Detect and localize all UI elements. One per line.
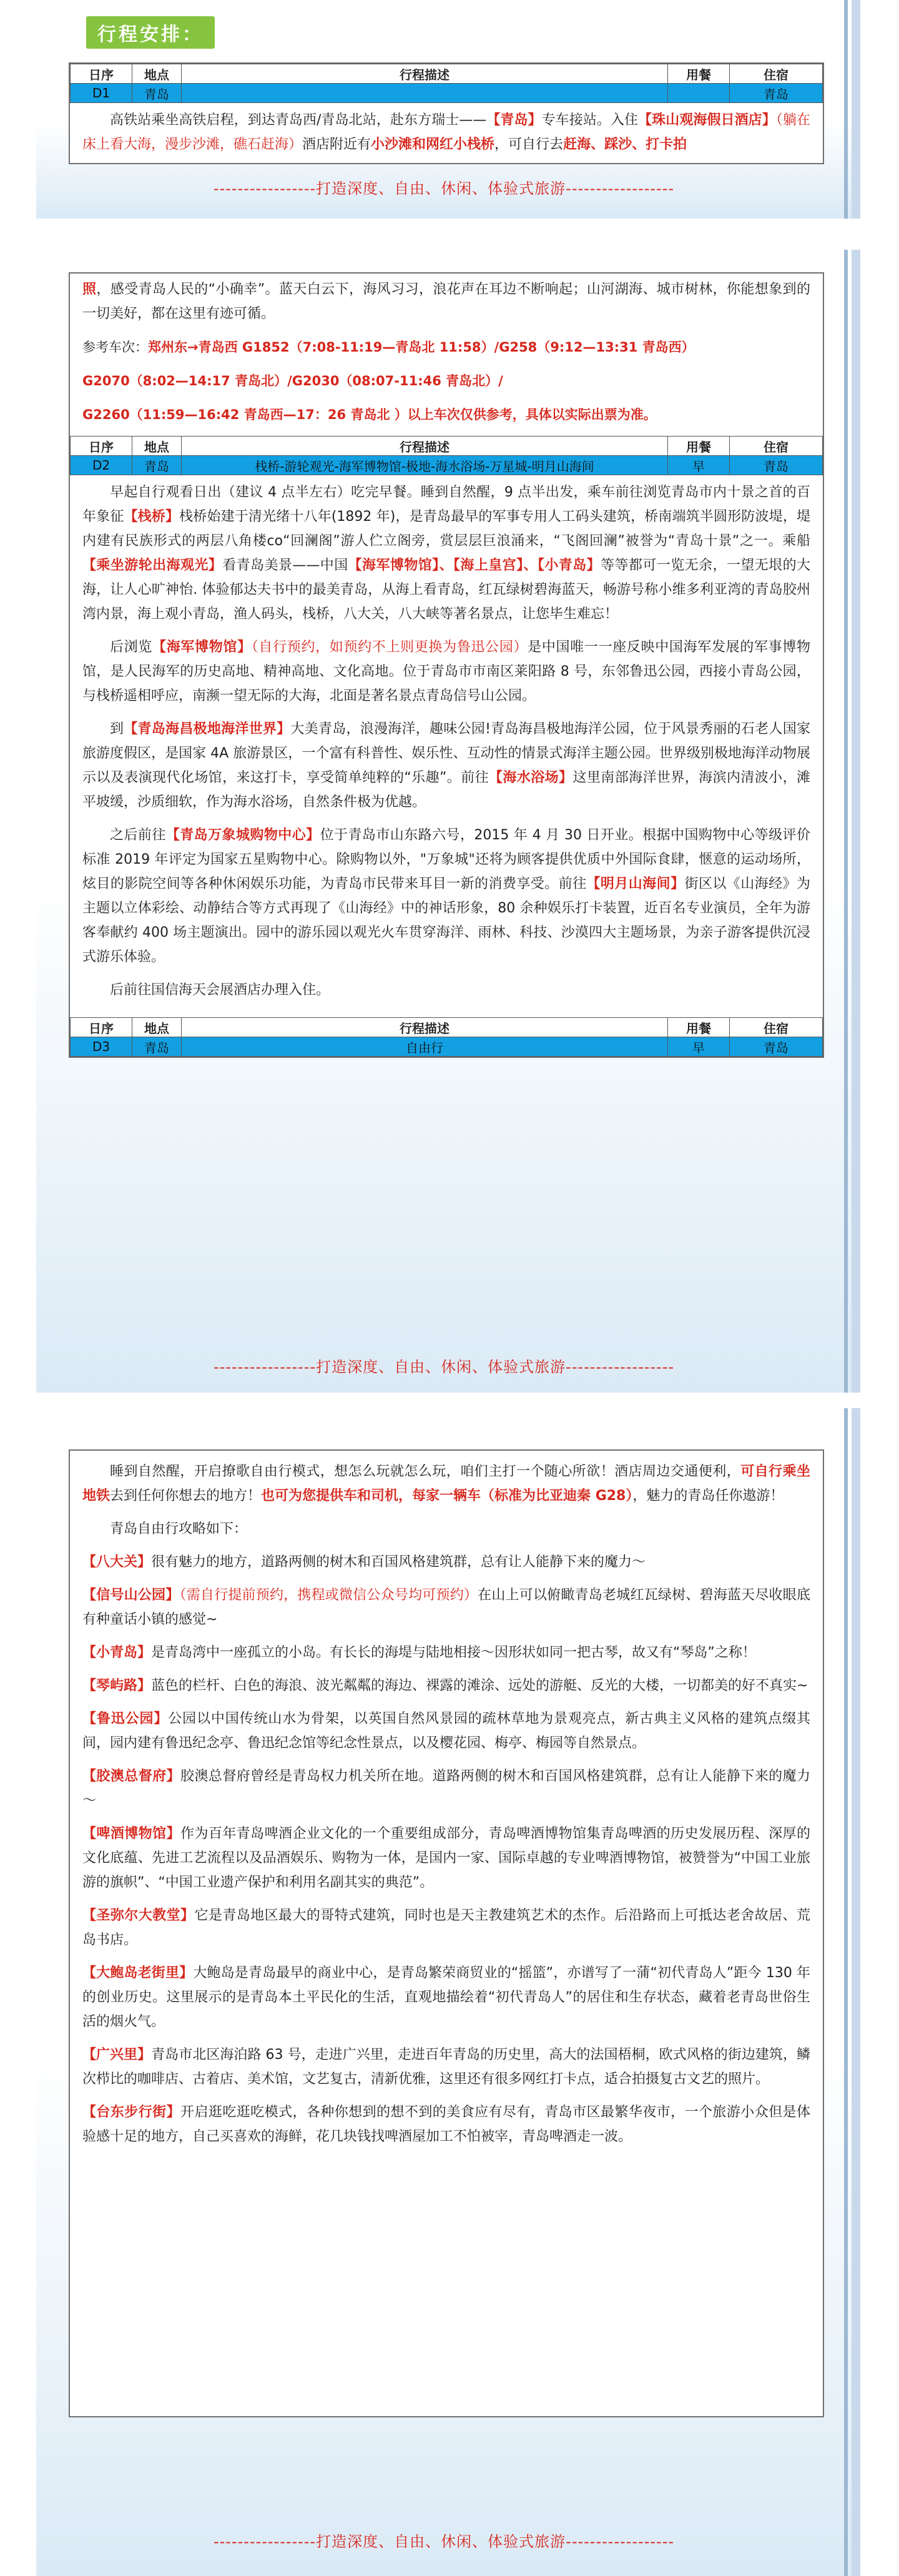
- spot-name: 【信号山公园】: [82, 1587, 180, 1603]
- list-item: [82, 2100, 810, 2149]
- list-item: [82, 1822, 810, 1895]
- highlight: 【青岛万象城购物中心】: [165, 827, 320, 843]
- text: 到: [110, 721, 124, 737]
- spot-text: 青岛市北区海泊路 63 号，走进广兴里，走进百年青岛的历史里，高大的法国梧桐，欧式风格的街边建筑，鳞次栉比的咖啡店、古着店、美术馆，文艺复古，清新优雅，这里还有很多网红打卡点，适合拍摄复古文艺的照片。: [82, 2047, 810, 2087]
- spot-name: 【啤酒博物馆】: [82, 1826, 181, 1842]
- highlight: 赶海、踩沙、打卡拍: [563, 137, 687, 152]
- ref-line: 郑州东→青岛西 G1852（7:08-11:19—青岛北 11:58）/G258（9:12—13:31 青岛西）: [148, 340, 695, 355]
- text: 去到任何你想去的地方！: [110, 1488, 262, 1504]
- text: 这里南部海洋世界，海滨内清波小，滩平坡缓，沙质细软，作为海水浴场，自然条件极为优越。: [82, 770, 810, 810]
- cell-place: 青岛: [132, 84, 182, 103]
- text: 酒店附近有: [302, 137, 371, 152]
- header-stay: 住宿: [730, 437, 823, 456]
- header-meal: 用餐: [668, 1018, 730, 1037]
- ref-line: G2070（8:02—14:17 青岛北）/G2030（08:07-11:46 青岛北）/: [82, 373, 503, 388]
- spot-name: 【广兴里】: [82, 2047, 152, 2063]
- highlight: 【青岛】: [486, 112, 542, 128]
- scroll-edge: [844, 250, 848, 1393]
- list-item: [82, 1550, 810, 1574]
- spot-text: 是青岛湾中一座孤立的小岛。有长长的海堤与陆地相接～因形状如同一把古琴，故又有“琴岛”之称！: [151, 1645, 756, 1661]
- spot-name: 【胶澳总督府】: [82, 1769, 181, 1784]
- spot-text: 在山上可以俯瞰青岛老城红瓦绿树、碧海蓝天尽收眼底 有种童话小镇的感觉~: [82, 1587, 810, 1627]
- text: 栈桥始建于清光绪十八年(1892 年)，是青岛最早的军事专用人工码头建筑，桥南端筑半圆形防波堤，堤内建有民族形式的两层八角楼со“回澜阁”游人伫立阁旁，赏层层巨浪涌来，“飞阁回澜”被誉为“青岛十景”之一。乘船: [82, 509, 810, 549]
- highlight: 也可为您提供车和司机，每家一辆车（标准为比亚迪秦 G28）: [261, 1488, 633, 1504]
- day2-description: [70, 475, 823, 1017]
- highlight: 【海军博物馆】、【海上皇宫】、【小青岛】: [348, 558, 601, 573]
- header-seq: 日序: [71, 64, 132, 84]
- text: 大美青岛，浪漫海洋，趣味公园!青岛海昌极地海洋公园，位于风景秀丽的石老人国家旅游度假区，是国家 4A 旅游景区，一个富有科普性、娱乐性、互动性的情景式海洋主题公园。世界级别极地海洋动物展示以及表演现代化场馆，来这打卡，享受简单纯粹的“乐趣”。前往: [82, 721, 810, 786]
- list-item: [82, 1961, 810, 2034]
- cell-meal: 早: [668, 456, 730, 475]
- text: 后前往国信海天会展酒店办理入住。: [110, 982, 330, 998]
- cell-place: 青岛: [132, 456, 182, 475]
- highlight: 【乘坐游轮出海观光】: [82, 558, 223, 573]
- highlight: 【珠山观海假日酒店】: [638, 112, 776, 128]
- day3-table: [70, 1017, 823, 1057]
- header-stay: 住宿: [730, 1018, 823, 1037]
- table-row: [71, 1037, 823, 1057]
- text: 之后前往: [110, 827, 166, 843]
- text: 后浏览: [110, 639, 153, 655]
- ref-label: 参考车次：: [82, 340, 148, 355]
- day1-card: [36, 0, 860, 219]
- spot-note: （需自行提前预约，携程或微信公众号均可预约）: [179, 1587, 478, 1603]
- text: 早起自行观看日出（建议 4 点半左右）吃完早餐。睡到自然醒，9 点半出发，乘车前往浏览青岛市内十景之首的百年象征: [82, 485, 810, 525]
- footer-slogan: -----------------打造深度、自由、休闲、体验式旅游------------------: [213, 180, 675, 197]
- list-item: [82, 1707, 810, 1755]
- header-desc: 行程描述: [182, 64, 668, 84]
- list-item: [82, 1764, 810, 1813]
- day2-card: [36, 250, 860, 1393]
- cell-seq: D2: [71, 456, 132, 475]
- ref-line: G2260（11:59—16:42 青岛西—17：26 青岛北 ）以上车次仅供参考，具体以实际出票为准。: [82, 407, 657, 422]
- header-desc: 行程描述: [182, 1018, 668, 1037]
- list-item: [82, 1641, 810, 1665]
- text: 专车接站。入住: [541, 112, 639, 128]
- spot-text: 作为百年青岛啤酒企业文化的一个重要组成部分，青岛啤酒博物馆集青岛啤酒的历史发展历程、深厚的文化底蕴、先进工艺流程以及品酒娱乐、购物为一体，是国内一家、国际卓越的专业啤酒博物馆，被赞誉为“中国工业旅游的旗帜”、“中国工业遗产保护和利用名副其实的典范”。: [82, 1826, 810, 1890]
- highlight: 【明月山海间】: [586, 876, 685, 892]
- cell-meal: 早: [668, 1037, 730, 1057]
- spot-name: 【圣弥尔大教堂】: [82, 1908, 195, 1923]
- day2-frame: [69, 272, 824, 1058]
- cell-place: 青岛: [132, 1037, 182, 1057]
- day3-frame: [69, 1449, 824, 2417]
- day2-table: [70, 436, 823, 475]
- cell-stay: 青岛: [730, 456, 823, 475]
- highlight: 【栈桥】: [124, 509, 180, 525]
- spot-text: 大鲍岛是青岛最早的商业中心，是青岛繁荣商贸业的“摇篮”，亦谱写了一蒲“初代青岛人”距今 130 年的创业历史。这里展示的是青岛本土平民化的生活，直观地描绘着“初代青岛人”的居住和生存状态，藏着老青岛世俗生活的烟火气。: [82, 1965, 810, 2030]
- list-item: [82, 1674, 810, 1698]
- spot-name: 【小青岛】: [82, 1645, 152, 1661]
- spot-name: 【鲁迅公园】: [82, 1711, 169, 1727]
- header-meal: 用餐: [668, 437, 730, 456]
- train-references: [82, 335, 810, 360]
- header-seq: 日序: [71, 437, 132, 456]
- cell-stay: 青岛: [730, 84, 823, 103]
- spot-list: [82, 1550, 810, 2149]
- highlight: 小沙滩和网红小栈桥: [371, 137, 495, 152]
- cell-stay: 青岛: [730, 1037, 823, 1057]
- cell-meal: [668, 84, 730, 103]
- text: 高铁站乘坐高铁启程，到达青岛西/青岛北站，赴东方瑞士——: [110, 112, 487, 128]
- text: ，感受青岛人民的“小确幸”。蓝天白云下，海风习习，浪花声在耳边不断响起；山河湖海、城市树林，你能想象到的一切美好，都在这里有迹可循。: [82, 282, 810, 322]
- spot-name: 【琴屿路】: [82, 1678, 152, 1694]
- section-title: 行程安排：: [86, 16, 215, 49]
- day3-description: [70, 1451, 823, 2164]
- highlight: 【青岛海昌极地海洋世界】: [124, 721, 291, 737]
- cell-desc: 栈桥-游轮观光-海军博物馆-极地-海水浴场-万星城-明月山海间: [182, 456, 668, 475]
- day3-card: [36, 1408, 860, 2576]
- highlight: 可自行乘坐地铁: [82, 1464, 810, 1504]
- spot-text: 公园以中国传统山水为骨架，以英国自然风景园的疏林草地为景观亮点，新古典主义风格的建筑点缀其间，园内建有鲁迅纪念亭、鲁迅纪念馆等纪念性景点，以及樱花园、梅亭、梅园等自然景点。: [82, 1711, 810, 1751]
- text: 等等都可一览无余，一望无垠的大海，让人心旷神怡. 体验郁达夫书中的最美青岛，从海上看青岛，红瓦绿树碧海蓝天，畅游号称小维多利亚湾的青岛胶州湾内景，海上观小青岛，渔人码头，栈桥，八大关，八大峡等著名景点，让您毕生难忘！: [82, 558, 810, 622]
- header-place: 地点: [132, 64, 182, 84]
- day1-continued: [70, 274, 823, 436]
- text: 看青岛美景——中国: [222, 558, 348, 573]
- cell-seq: D1: [71, 84, 132, 103]
- header-meal: 用餐: [668, 64, 730, 84]
- list-item: [82, 2043, 810, 2091]
- text: 睡到自然醒，开启撩歌自由行模式，想怎么玩就怎么玩，咱们主打一个随心所欲！酒店周边交通便利，: [110, 1464, 741, 1479]
- text: 是中国唯一一座反映中国海军发展的军事博物馆，是人民海军的历史高地、精神高地、文化高地。位于青岛市市南区莱阳路 8 号，东邻鲁迅公园，西接小青岛公园，与栈桥遥相呼应，南濒一望无际的大海，北面是著名景点青岛信号山公园。: [82, 639, 810, 704]
- note: （躺在床上看大海，漫步沙滩，礁石赶海）: [82, 112, 810, 152]
- text: ，可自行去: [494, 137, 564, 152]
- header-seq: 日序: [71, 1018, 132, 1037]
- cell-seq: D3: [71, 1037, 132, 1057]
- highlight: 照: [82, 282, 97, 297]
- spot-text: 蓝色的栏杆、白色的海浪、波光粼粼的海边、裸露的滩涂、远处的游艇、反光的大楼，一切都美的好不真实~: [151, 1678, 808, 1694]
- spot-name: 【八大关】: [82, 1554, 152, 1570]
- footer-slogan: -----------------打造深度、自由、休闲、体验式旅游------------------: [213, 1358, 675, 1376]
- list-item: [82, 1583, 810, 1632]
- spot-name: 【大鲍岛老街里】: [82, 1965, 194, 1981]
- footer-slogan: -----------------打造深度、自由、休闲、体验式旅游------------------: [213, 2533, 675, 2550]
- text: 位于青岛市山东路六号，2015 年 4 月 30 日开业。根据中国购物中心等级评价标准 2019 年评定为国家五星购物中心。除购物以外，"万象城"还将为顾客提供优质中外国际食肆，惬意的运动场所，炫目的影院空间等各种休闲娱乐功能，为青岛市民带来耳目一新的消费享受。前往: [82, 827, 810, 892]
- table-row: [71, 456, 823, 475]
- spot-text: 它是青岛地区最大的哥特式建筑，同时也是天主教建筑艺术的杰作。后沿路而上可抵达老舍故居、荒岛书店。: [82, 1908, 810, 1948]
- day1-table: [70, 64, 823, 103]
- day1-description: [70, 103, 823, 163]
- header-place: 地点: [132, 437, 182, 456]
- guide-title: 青岛自由行攻略如下：: [110, 1521, 248, 1537]
- cell-desc: 自由行: [182, 1037, 668, 1057]
- spot-name: 【台东步行街】: [82, 2105, 181, 2120]
- list-item: [82, 1903, 810, 1952]
- spot-text: 开启逛吃逛吃模式，各种你想到的想不到的美食应有尽有，青岛市区最繁华夜市，一个旅游小众但是体验感十足的地方，自己买喜欢的海鲜，花几块钱找啤酒屋加工不怕被宰，青岛啤酒走一波。: [82, 2105, 810, 2144]
- header-desc: 行程描述: [182, 437, 668, 456]
- scroll-edge: [844, 1408, 848, 2576]
- day1-frame: [69, 62, 824, 164]
- highlight: 【海水浴场】: [489, 770, 573, 786]
- text: 街区以《山海经》为主题以立体彩绘、动静结合等方式再现了《山海经》中的神话形象，80 余种娱乐打卡装置，近百名专业演员，全年为游客奉献约 400 场主题演出。园中的游乐园以观光火车贯穿海洋、雨林、科技、沙漠四大主题场景，为亲子游客提供沉浸式游乐体验。: [82, 876, 810, 965]
- spot-text: 很有魅力的地方，道路两侧的树木和百国风格建筑群，总有让人能静下来的魔力～: [151, 1554, 646, 1570]
- cell-desc: [182, 84, 668, 103]
- header-stay: 住宿: [730, 64, 823, 84]
- text: ，魅力的青岛任你遨游！: [632, 1488, 784, 1504]
- note: （自行预约，如预约不上则更换为鲁迅公园）: [251, 639, 528, 655]
- highlight: 【海军博物馆】: [152, 639, 252, 655]
- spot-text: 胶澳总督府曾经是青岛权力机关所在地。道路两侧的树木和百国风格建筑群，总有让人能静下来的魔力～: [82, 1769, 810, 1809]
- header-place: 地点: [132, 1018, 182, 1037]
- table-row: [71, 84, 823, 103]
